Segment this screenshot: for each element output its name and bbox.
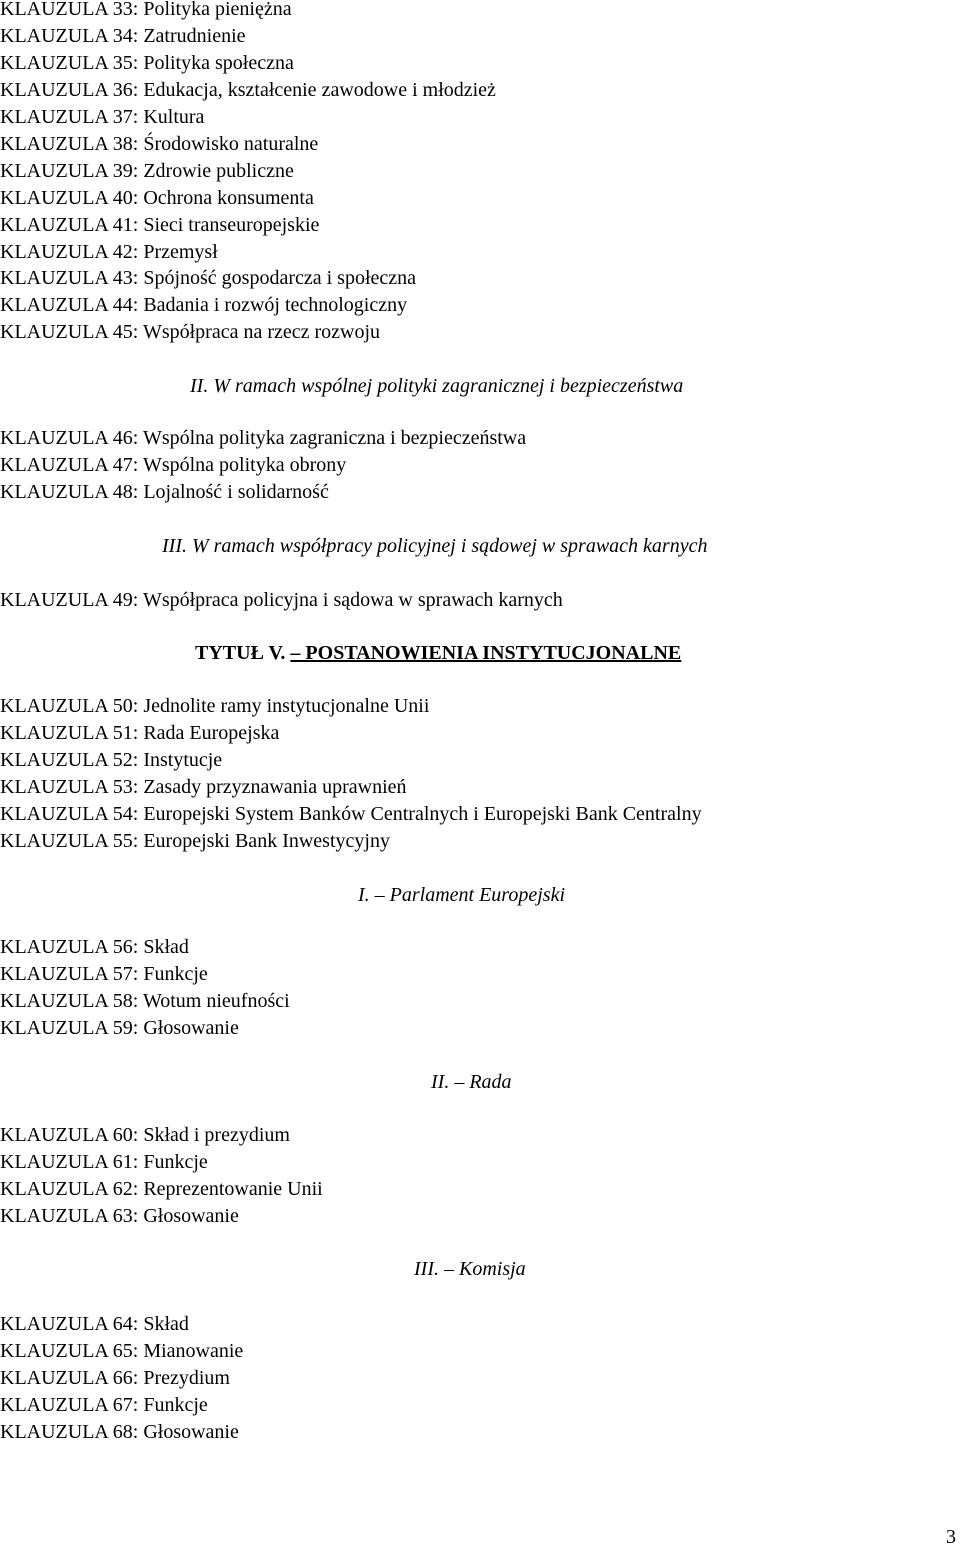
- clause-57: KLAUZULA 57: Funkcje: [0, 963, 208, 985]
- clause-39: KLAUZULA 39: Zdrowie publiczne: [0, 160, 294, 182]
- clause-46: KLAUZULA 46: Wspólna polityka zagraniczna i bezpieczeństwa: [0, 427, 527, 449]
- clause-47: KLAUZULA 47: Wspólna polityka obrony: [0, 454, 347, 476]
- title-v-number: TYTUŁ V.: [195, 642, 291, 664]
- clause-33: KLAUZULA 33: Polityka pieniężna: [0, 0, 292, 20]
- clause-68: KLAUZULA 68: Głosowanie: [0, 1421, 239, 1443]
- clause-59: KLAUZULA 59: Głosowanie: [0, 1017, 239, 1039]
- section-heading-parliament: I. – Parlament Europejski: [358, 884, 566, 906]
- section-heading-council: II. – Rada: [431, 1071, 512, 1093]
- page-number: 3: [946, 1526, 956, 1548]
- clause-43: KLAUZULA 43: Spójność gospodarcza i społeczna: [0, 267, 417, 289]
- clause-56: KLAUZULA 56: Skład: [0, 936, 189, 958]
- section-heading-police-cooperation: III. W ramach współpracy policyjnej i sądowej w sprawach karnych: [162, 535, 708, 557]
- clause-51: KLAUZULA 51: Rada Europejska: [0, 722, 280, 744]
- clause-52: KLAUZULA 52: Instytucje: [0, 749, 223, 771]
- title-v-text: – POSTANOWIENIA INSTYTUCJONALNE: [290, 642, 682, 664]
- clause-53: KLAUZULA 53: Zasady przyznawania uprawnień: [0, 776, 407, 798]
- clause-62: KLAUZULA 62: Reprezentowanie Unii: [0, 1178, 323, 1200]
- clause-38: KLAUZULA 38: Środowisko naturalne: [0, 133, 319, 155]
- clause-42: KLAUZULA 42: Przemysł: [0, 241, 218, 263]
- clause-65: KLAUZULA 65: Mianowanie: [0, 1340, 244, 1362]
- clause-54: KLAUZULA 54: Europejski System Banków Centralnych i Europejski Bank Centralny: [0, 803, 702, 825]
- clause-66: KLAUZULA 66: Prezydium: [0, 1367, 230, 1389]
- clause-37: KLAUZULA 37: Kultura: [0, 106, 205, 128]
- clause-35: KLAUZULA 35: Polityka społeczna: [0, 52, 294, 74]
- title-v-heading: [195, 640, 681, 667]
- clause-41: KLAUZULA 41: Sieci transeuropejskie: [0, 214, 320, 236]
- clause-49: KLAUZULA 49: Współpraca policyjna i sądowa w sprawach karnych: [0, 589, 563, 611]
- section-heading-foreign-policy: II. W ramach wspólnej polityki zagranicznej i bezpieczeństwa: [190, 375, 684, 397]
- clause-61: KLAUZULA 61: Funkcje: [0, 1151, 208, 1173]
- clause-64: KLAUZULA 64: Skład: [0, 1313, 189, 1335]
- clause-36: KLAUZULA 36: Edukacja, kształcenie zawodowe i młodzież: [0, 79, 496, 101]
- section-heading-commission: III. – Komisja: [414, 1258, 526, 1280]
- clause-67: KLAUZULA 67: Funkcje: [0, 1394, 208, 1416]
- clause-50: KLAUZULA 50: Jednolite ramy instytucjonalne Unii: [0, 695, 430, 717]
- clause-34: KLAUZULA 34: Zatrudnienie: [0, 25, 246, 47]
- clause-45: KLAUZULA 45: Współpraca na rzecz rozwoju: [0, 321, 381, 343]
- clause-40: KLAUZULA 40: Ochrona konsumenta: [0, 187, 314, 209]
- clause-48: KLAUZULA 48: Lojalność i solidarność: [0, 481, 329, 503]
- clause-60: KLAUZULA 60: Skład i prezydium: [0, 1124, 290, 1146]
- clause-63: KLAUZULA 63: Głosowanie: [0, 1205, 239, 1227]
- clause-44: KLAUZULA 44: Badania i rozwój technologiczny: [0, 294, 408, 316]
- clause-58: KLAUZULA 58: Wotum nieufności: [0, 990, 290, 1012]
- clause-55: KLAUZULA 55: Europejski Bank Inwestycyjny: [0, 830, 390, 852]
